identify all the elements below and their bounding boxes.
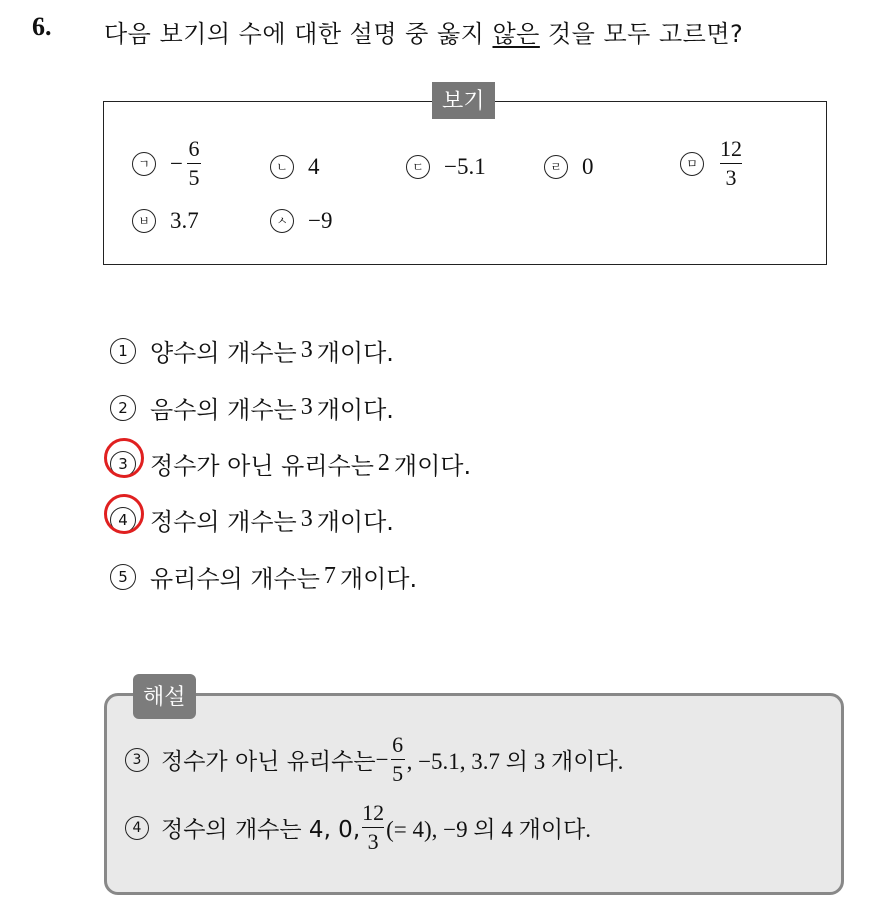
bogi-item-giyeok bbox=[132, 138, 203, 189]
bogi-value: 3.7 bbox=[170, 208, 199, 233]
bogi-item-bieup bbox=[132, 208, 199, 234]
option-marker: 1 bbox=[110, 338, 136, 364]
answer-circle-mark bbox=[104, 438, 144, 478]
question-number: 6. bbox=[32, 12, 52, 41]
option-number: 2 bbox=[377, 450, 390, 476]
fraction-bar bbox=[720, 163, 742, 164]
option-text-after: 개이다. bbox=[316, 339, 394, 367]
bogi-value: −5.1 bbox=[444, 154, 486, 179]
option-number: 3 bbox=[300, 394, 313, 420]
fraction-bar bbox=[391, 759, 405, 760]
option-3[interactable] bbox=[110, 446, 471, 481]
option-1[interactable] bbox=[110, 333, 394, 368]
question-text-before: 다음 보기의 수에 대한 설명 중 옳지 bbox=[104, 20, 493, 48]
fraction bbox=[362, 802, 384, 853]
fraction-bar bbox=[187, 163, 201, 164]
option-text: 정수의 개수는 bbox=[150, 508, 297, 536]
fraction-numerator: 12 bbox=[362, 800, 385, 825]
bogi-marker: ㅅ bbox=[270, 209, 294, 233]
bogi-marker: ㄱ bbox=[132, 152, 156, 176]
bogi-marker: ㄷ bbox=[406, 155, 430, 179]
bogi-title: 보기 bbox=[432, 82, 495, 119]
bogi-value: 0 bbox=[582, 154, 594, 179]
fraction-numerator: 6 bbox=[392, 732, 404, 757]
fraction-denominator: 5 bbox=[392, 761, 404, 786]
bogi-marker: ㅁ bbox=[680, 152, 704, 176]
option-text-after: 개이다. bbox=[316, 396, 394, 424]
fraction bbox=[187, 138, 201, 189]
solution-rest: (= 4), −9 의 4 개이다. bbox=[386, 817, 592, 842]
option-number: 7 bbox=[323, 563, 336, 589]
bogi-marker: ㄹ bbox=[544, 155, 568, 179]
option-text-after: 개이다. bbox=[316, 508, 394, 536]
option-text-after: 개이다. bbox=[339, 565, 418, 593]
option-2[interactable] bbox=[110, 390, 394, 425]
solution-title: 해설 bbox=[133, 674, 196, 719]
fraction-sign: − bbox=[375, 746, 389, 772]
solution-marker: 3 bbox=[125, 748, 149, 772]
question-text-after: 것을 모두 고르면? bbox=[539, 20, 744, 48]
option-number: 3 bbox=[300, 506, 313, 532]
option-marker: 3 bbox=[110, 451, 136, 477]
option-text: 유리수의 개수는 bbox=[150, 565, 320, 593]
fraction-denominator: 3 bbox=[367, 829, 379, 854]
bogi-item-digeut bbox=[406, 154, 486, 180]
option-text: 정수가 아닌 유리수는 bbox=[150, 452, 374, 480]
solution-line-4 bbox=[125, 802, 591, 853]
fraction-sign: − bbox=[170, 150, 183, 176]
bogi-marker: ㅂ bbox=[132, 209, 156, 233]
fraction-denominator: 3 bbox=[725, 165, 737, 190]
bogi-item-siot bbox=[270, 208, 332, 234]
option-text: 음수의 개수는 bbox=[150, 396, 297, 424]
solution-text: 정수가 아닌 유리수는 bbox=[161, 749, 376, 775]
solution-marker: 4 bbox=[125, 816, 149, 840]
fraction bbox=[391, 734, 405, 785]
solution-box bbox=[104, 685, 844, 895]
option-marker: 4 bbox=[110, 507, 136, 533]
fraction-denominator: 5 bbox=[188, 165, 200, 190]
solution-line-3 bbox=[125, 734, 623, 785]
question-text bbox=[104, 14, 743, 49]
solution-text: 정수의 개수는 4, 0, bbox=[161, 817, 361, 843]
bogi-item-mieum bbox=[680, 138, 744, 189]
option-text: 양수의 개수는 bbox=[150, 339, 297, 367]
fraction bbox=[720, 138, 742, 189]
option-marker: 5 bbox=[110, 564, 136, 590]
bogi-item-nieun bbox=[270, 154, 320, 180]
option-text-after: 개이다. bbox=[393, 452, 472, 480]
option-marker: 2 bbox=[110, 395, 136, 421]
option-4[interactable] bbox=[110, 502, 394, 537]
question-text-underlined: 않은 bbox=[492, 20, 540, 48]
fraction-numerator: 6 bbox=[188, 136, 200, 161]
fraction-bar bbox=[362, 827, 384, 828]
solution-rest: , −5.1, 3.7 의 3 개이다. bbox=[406, 749, 624, 774]
bogi-marker: ㄴ bbox=[270, 155, 294, 179]
option-5[interactable] bbox=[110, 559, 417, 594]
answer-circle-mark bbox=[104, 494, 144, 534]
bogi-value: 4 bbox=[308, 154, 320, 179]
option-number: 3 bbox=[300, 337, 313, 363]
bogi-item-rieul bbox=[544, 154, 594, 180]
fraction-numerator: 12 bbox=[720, 136, 742, 161]
bogi-value: −9 bbox=[308, 208, 333, 233]
bogi-box bbox=[103, 89, 827, 265]
